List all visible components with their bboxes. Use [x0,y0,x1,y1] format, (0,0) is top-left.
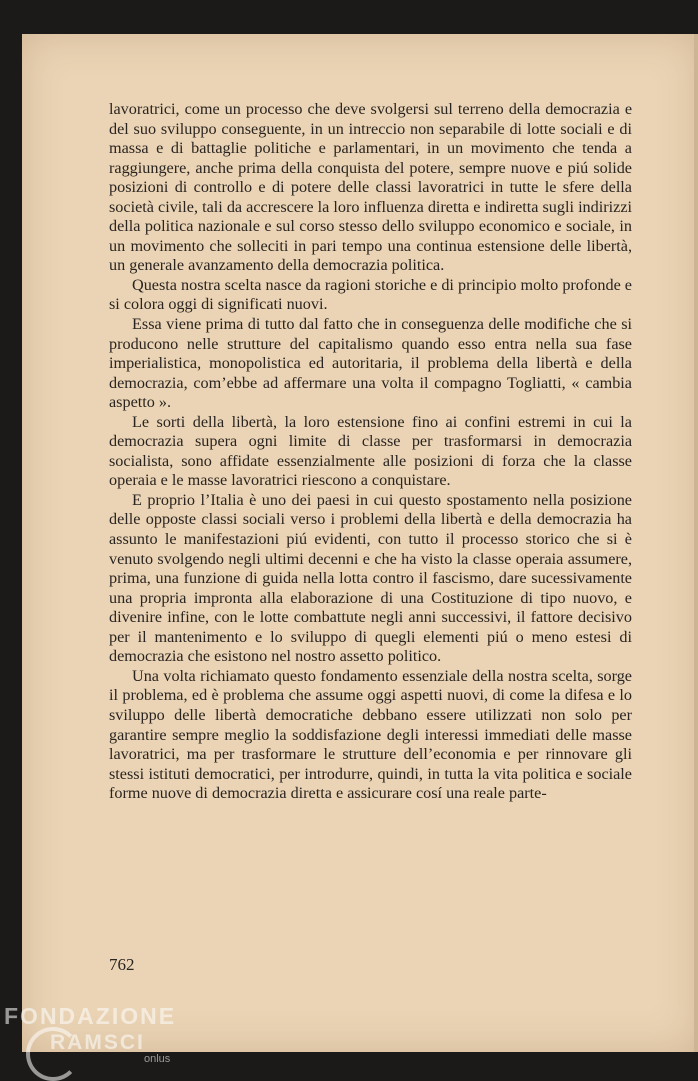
fondazione-gramsci-watermark [4,1003,204,1073]
paragraph-1: lavoratrici, come un processo che deve svolgersi sul terreno della democrazia e del suo sviluppo conseguente, in un intreccio non separabile di lotte sociali e di massa e di battaglie politiche e parlamentari, in un movimento che tenda a raggiungere, anche prima della conquista del potere, sempre nuove e piú solide posizioni di controllo e di potere delle classi lavoratrici in tutte le sfere della società civile, tali da accrescere la loro influenza diretta e indiretta sugli indirizzi della politica nazionale e sul corso stesso dello sviluppo economico e sociale, in un movimento che solleciti in pari tempo una continua estensione delle libertà, un generale avanzamento della democrazia politica. [109,100,632,275]
watermark-line-2: RAMSCI [50,1031,145,1054]
paragraph-3: Essa viene prima di tutto dal fatto che in conseguenza delle modifiche che si producono nelle strutture del capitalismo quando esso entra nella sua fase imperialistica, monopolistica ed autoritaria, il problema della libertà e della democrazia, com’ebbe ad affermare una volta il compagno Togliatti, « cambia aspetto ». [109,315,632,412]
paragraph-5: E proprio l’Italia è uno dei paesi in cui questo spostamento nella posizione delle opposte classi sociali verso i problemi della libertà e della democrazia ha assunto le manifestazioni piú evidenti, con tutto il processo storico che si è venuto svolgendo negli ultimi decenni e che ha visto la classe operaia assumere, prima, una funzione di guida nella lotta contro il fascismo, dare sucessivamente una propria impronta alla elaborazione di una Costituzione di tipo nuovo, e divenire infine, con le lotte combattute negli anni successivi, il fattore decisivo per il mantenimento e lo sviluppo di quegli elementi piú o meno estesi di democrazia che esistono nel nostro assetto politico. [109,490,632,666]
page-number: 762 [109,955,135,974]
body-text [109,100,632,804]
paragraph-4: Le sorti della libertà, la loro estensione fino ai confini estremi in cui la democrazia supera ogni limite di classe per trasformarsi in democrazia socialista, sono affidate essenzialmente alle posizioni di forza che la classe operaia e le masse lavoratrici riescono a conquistare. [109,412,632,490]
book-page [22,34,698,1052]
watermark-line-3: onlus [144,1053,171,1065]
watermark-line-1: FONDAZIONE [4,1003,177,1029]
paragraph-2: Questa nostra scelta nasce da ragioni storiche e di principio molto profonde e si colora oggi di significati nuovi. [109,275,632,314]
page-edge [694,34,698,1052]
paragraph-6: Una volta richiamato questo fondamento essenziale della nostra scelta, sorge il problema, ed è problema che assume oggi aspetti nuovi, di come la difesa e lo sviluppo delle libertà democratiche debbano essere utilizzati non solo per garantire sempre meglio la soddisfazione degli interessi immediati delle masse lavoratrici, ma per trasformare le strutture dell’economia e per rinnovare gli stessi istituti democratici, per introdurre, quindi, in tutta la vita politica e sociale forme nuove di democrazia diretta e assicurare cosí una reale parte- [109,666,632,803]
